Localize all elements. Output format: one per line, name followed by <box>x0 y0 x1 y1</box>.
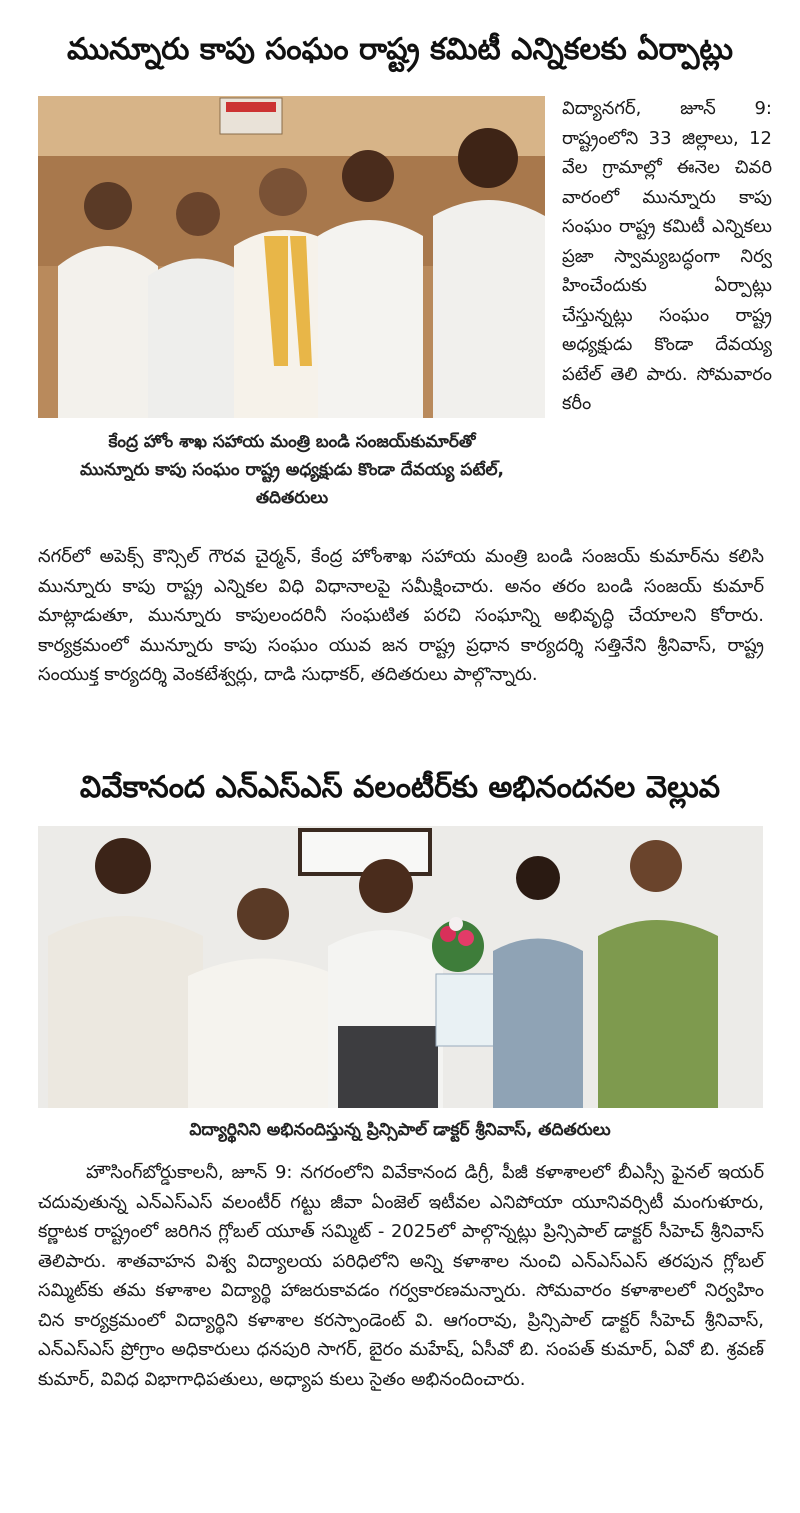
story1-photo <box>38 96 545 418</box>
story1-photo-caption: కేంద్ర హోం శాఖ సహాయ మంత్రి బండి సంజయ్‌కుమార్‌తో మున్నూరు కాపు సంఘం రాష్ట్ర అధ్యక్షుడు కొండా దేవయ్య పటేల్, తదితరులు <box>80 432 504 508</box>
story1-body-column: విద్యానగర్, జూన్ 9: రాష్ట్రంలోని 33 జిల్లాలు, 12 వేల గ్రామాల్లో ఈనెల చివరి వారంలో మున్నూరు కాపు సంఘం రాష్ట్ర కమిటీ ఎన్నికలు ప్రజా స్వామ్యబద్ధంగా నిర్వ హించేందుకు ఏర్పాట్లు చేస్తున్నట్లు సంఘం రాష్ట్ర అధ్యక్షుడు కొండా దేవయ్య పటేల్ తెలి పారు. సోమవారం కరీం <box>562 98 772 414</box>
story2-photo-caption: విద్యార్థినిని అభినందిస్తున్న ప్రిన్సిపాల్ డాక్టర్ శ్రీనివాస్, తదితరులు <box>189 1120 611 1140</box>
story1-headline: మున్నూరు కాపు సంఘం రాష్ట్ర కమిటీ ఎన్నికలకు ఏర్పాట్లు <box>67 32 733 67</box>
story2-body: హౌసింగ్‌బోర్డుకాలనీ, జూన్ 9: నగరంలోని వివేకానంద డిగ్రీ, పీజీ కళాశాలలో బీఎస్సీ ఫైనల్ ఇయర్ చదువుతున్న ఎన్ఎస్ఎస్ వలంటీర్ గట్టు జీవా ఏంజెల్ ఇటీవల ఎనిపోయా యూనివర్సిటీ మంగుళూరు, కర్ణాటక రాష్ట్రంలో జరిగిన గ్లోబల్ యూత్ సమ్మిట్ - 2025లో పాల్గొన్నట్లు ప్రిన్సిపాల్ డాక్టర్ సీహెచ్ శ్రీనివాస్ తెలిపారు. శాతవాహన విశ్వ విద్యాలయ పరిధిలోని అన్ని కళాశాల నుంచి ఎన్ఎస్ఎస్ తరపున గ్లోబల్ సమ్మిట్‌కు తమ కళాశాల విద్యార్థి హాజరుకావడం గర్వకారణమన్నారు. సోమవారం కళాశాలలో నిర్వహిం చిన కార్యక్రమంలో విద్యార్థిని కళాశాల కరస్పాండెంట్ వి. ఆగంరావు, ప్రిన్సిపాల్ డాక్టర్ సీహెచ్ శ్రీనివాస్, ఎన్ఎస్ఎస్ ప్రోగ్రాం అధికారులు ధనపురి సాగర్, బైరం మహేష్, ఏసీవో బి. సంపత్ కుమార్, ఏవో బి. శ్రవణ్ కుమార్, వివిధ విభాగాధిపతులు, అధ్యాప కులు సైతం అభినందించారు. <box>38 1162 764 1390</box>
story2-headline: వివేకానంద ఎన్ఎస్ఎస్ వలంటీర్‌కు అభినందనల వెల్లువ <box>79 770 721 805</box>
story1-body-continued: నగర్‌లో అపెక్స్ కౌన్సిల్ గౌరవ చైర్మన్, కేంద్ర హోంశాఖ సహాయ మంత్రి బండి సంజయ్ కుమార్‌ను కలిసి మున్నూరు కాపు రాష్ట్ర ఎన్నికల విధి విధానాలపై సమీక్షించారు. అనం తరం బండి సంజయ్ కుమార్ మాట్లాడుతూ, మున్నూరు కాపులందరినీ సంఘటిత పరచి సంఘాన్ని అభివృద్ధి చేయాలని కోరారు. కార్యక్రమంలో మున్నూరు కాపు సంఘం యువ జన రాష్ట్ర ప్రధాన కార్యదర్శి సత్తినేని శ్రీనివాస్, రాష్ట్ర సంయుక్త కార్యదర్శి వెంకటేశ్వర్లు, దాడి సుధాకర్, తదితరులు పాల్గొన్నారు. <box>38 546 764 685</box>
story2-photo <box>38 826 763 1108</box>
